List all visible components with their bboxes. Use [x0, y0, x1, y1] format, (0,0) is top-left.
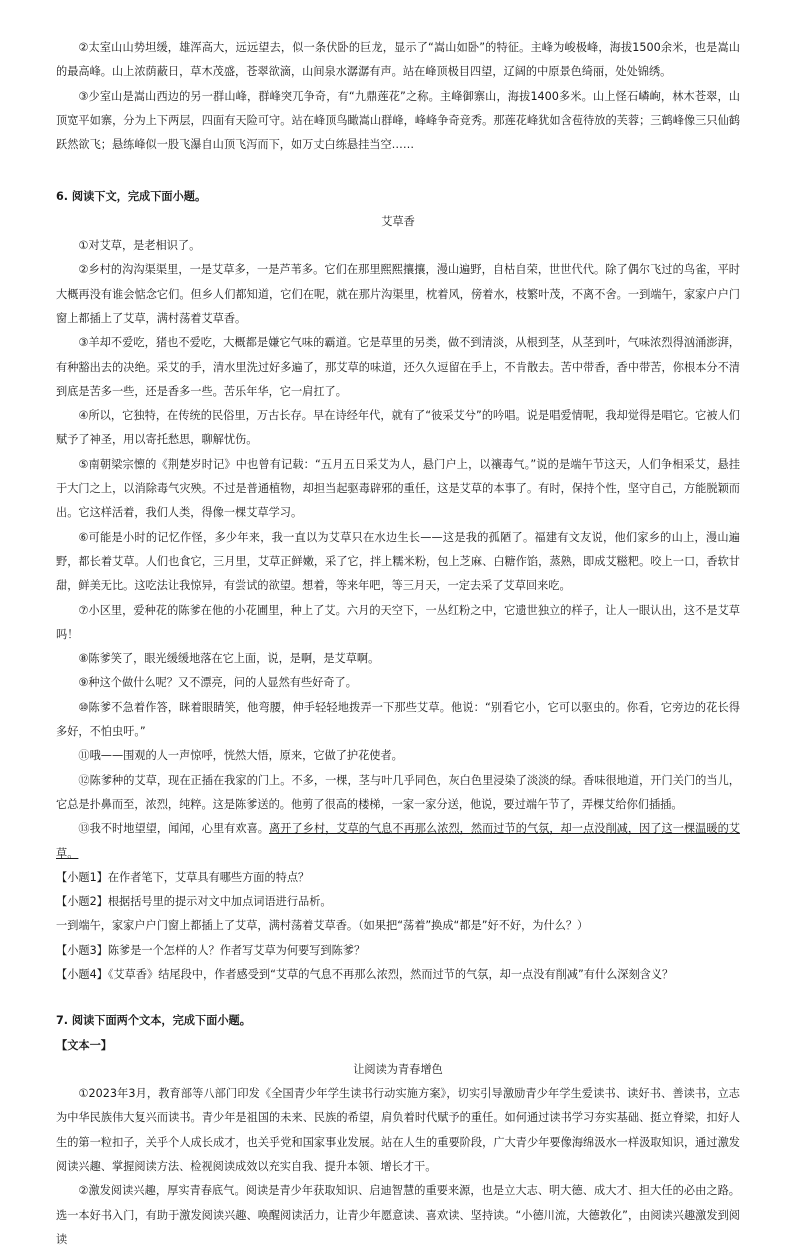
q6-paragraph-2: ②乡村的沟沟渠渠里，一是艾草多，一是芦苇多。它们在那里熙熙攘攘，漫山遍野，自枯自荣，世世代代。除了偶尔飞过的鸟雀，平时大概再没有谁会惦念它们。但乡人们都知道，它们在呢，就在那片沟渠里，枕着风，傍着水，枝繁叶茂，不离不舍。一到端午，家家户户门窗上都插上了艾草，满村荡着艾草香。	[56, 263, 740, 325]
article-title-aicaoxiang: 艾草香	[381, 214, 415, 228]
q6-paragraph-1: ①对艾草，是老相识了。	[78, 239, 201, 253]
q6-paragraph-9: ⑨种这个做什么呢？又不漂亮，问的人显然有些好奇了。	[78, 676, 357, 690]
q6-paragraph-10: ⑩陈爹不急着作答，眯着眼睛笑，他弯腰，伸手轻轻地拨弄一下那些艾草。他说：“别看它小，它可以驱虫的。你看，它旁边的花长得多好，不怕虫吁。”	[56, 700, 740, 739]
q6-paragraph-8: ⑧陈爹笑了，眼光缓缓地落在它上面，说，是啊，是艾草啊。	[78, 652, 380, 666]
q6-paragraph-4: ④所以，它独特，在传统的民俗里，万古长存。早在诗经年代，就有了“彼采艾兮”的吟唱。说是唱爱情呢，我却觉得是唱它。它被人们赋予了神圣，用以寄托愁思，聊解忧伤。	[56, 409, 740, 447]
q7-paragraph-1: ①2023年3月，教育部等八部门印发《全国青少年学生读书行动实施方案》，切实引导激励青少年学生爱读书、读好书、善读书，立志为中华民族伟大复兴而读书。青少年是祖国的未来、民族的希望，肩负着时代赋予的重任。如何通过读书学习夯实基础、挺立脊梁，扣好人生的第一粒扣子，关乎个人成长成才，也关乎党和国家事业发展。站在人生的重要阶段，广大青少年要像海绵汲水一样汲取知识，通过激发阅读兴趣、掌握阅读方法、检视阅读成效以充实自我、提升本领、增长才干。	[56, 1087, 740, 1174]
q6-paragraph-13	[56, 817, 740, 866]
q6-paragraph-6: ⑥可能是小时的记忆作怪，多少年来，我一直以为艾草只在水边生长——这是我的孤陋了。福建有文友说，他们家乡的山上，漫山遍野，都长着艾草。人们也食它，三月里，艾草正鲜嫩，采了它，拌上糯米粉，包上芝麻、白糖作馅，蒸熟，即成艾糍粑。咬上一口，香软甘甜，鲜美无比。这吃法让我惊异，有尝试的欲望。想着，等来年吧，等三月天，一定去采了艾草回来吃。	[56, 530, 740, 593]
q6-paragraph-12: ⑫陈爹种的艾草，现在正插在我家的门上。不多，一棵，茎与叶几乎同色，灰白色里浸染了淡淡的绿。香味很地道，开门关门的当儿，它总是扑鼻而至，浓烈，纯粹。这是陈爹送的。他剪了很高的楼梯，一家一家分送，他说，要过端午节了，弄棵艾给你们插插。	[56, 773, 740, 811]
article-title-reading: 让阅读为青春增色	[353, 1062, 443, 1076]
intro-paragraph-3: ③少室山是嵩山西边的另一群山峰，群峰突兀争奇，有“九鼎莲花”之称。主峰御寨山，海拔1400多米。山上怪石嶙峋，林木苍翠，山顶宽平如寨，分为上下两层，四面有天险可守。站在峰顶鸟瞰嵩山群峰，峰峰争奇竞秀。那莲花峰犹如含苞待放的芙蓉；三鹤峰像三只仙鹤跃然欲飞；悬练峰似一股飞瀑自山顶飞泻而下，如万丈白练悬挂当空……	[56, 89, 740, 152]
q6-paragraph-5: ⑤南朝梁宗懔的《荆楚岁时记》中也曾有记载：“五月五日采艾为人，悬门户上，以禳毒气。”说的是端午节这天，人们争相采艾，悬挂于大门之上，以消除毒气灾殃。不过是普通植物，却担当起驱毒辟邪的重任，这是艾草的本事了。有时，保持个性，坚守自己，方能脱颖而出。它这样活着，我们人类，得像一棵艾草学习。	[56, 457, 740, 520]
q6-paragraph-7: ⑦小区里，爱种花的陈爹在他的小花圃里，种上了艾。六月的天空下，一丛红粉之中，它遗世独立的样子，让人一眼认出，这不是艾草吗！	[56, 603, 740, 641]
q6-subquestion-2: 【小题2】根据括号里的提示对文中加点词语进行品析。	[56, 895, 332, 909]
document-page	[56, 36, 740, 1252]
text-one-label: 【文本一】	[56, 1038, 112, 1052]
q6-subquestion-3: 【小题3】陈爹是一个怎样的人？作者写艾草为何要写到陈爹？	[56, 943, 366, 957]
q6-subquestion-1: 【小题1】在作者笔下，艾草具有哪些方面的特点？	[56, 870, 310, 884]
intro-paragraph-2: ②太室山山势坦缓，雄浑高大，远远望去，似一条伏卧的巨龙，显示了“嵩山如卧”的特征。主峰为峻极峰，海拔1500余米，也是嵩山的最高峰。山上浓荫蔽日，草木茂盛，苍翠欲滴，山间泉水潺潺有声。站在峰顶极目四望，辽阔的中原景色绮丽，处处锦绣。	[56, 41, 740, 79]
q6-subquestion-2-sentence: 一到端午，家家户户门窗上都插上了艾草，满村荡着艾草香。（如果把“荡着”换成“都是”好不好，为什么？）	[56, 919, 589, 933]
q6-paragraph-13-lead: ⑬我不时地望望，闻闻，心里有欢喜。	[78, 822, 270, 836]
question-7-heading: 7. 阅读下面两个文本，完成下面小题。	[56, 1014, 251, 1028]
q6-paragraph-13-underlined: 离开了乡村，艾草的气息不再那么浓烈，然而过节的气氛，却一点没削减，因了这一棵温暖的艾草。	[56, 822, 740, 860]
question-6-heading: 6. 阅读下文，完成下面小题。	[56, 190, 207, 204]
q6-paragraph-3: ③羊却不爱吃，猪也不爱吃，大概都是嫌它气味的霸道。它是草里的另类，做不到清淡，从根到茎，从茎到叶，气味浓烈得汹涌澎湃，有种豁出去的决绝。采艾的手，清水里洗过好多遍了，那艾草的味道，还久久逗留在手上，不肯散去。苦中带香，香中带苦，你根本分不清到底是苦多一些，还是香多一些。苦乐年华，它一肩扛了。	[56, 336, 740, 398]
q6-subquestion-4: 【小题4】《艾草香》结尾段中，作者感受到“艾草的气息不再那么浓烈，然而过节的气氛，却一点没有削减”有什么深刻含义？	[56, 967, 674, 981]
q6-paragraph-11: ⑪哦——围观的人一声惊呼，恍然大悟，原来，它做了护花使者。	[78, 749, 403, 763]
q7-paragraph-2: ②激发阅读兴趣，厚实青春底气。阅读是青少年获取知识、启迪智慧的重要来源，也是立大志、明大德、成大才、担大任的必由之路。选一本好书入门，有助于激发阅读兴趣、唤醒阅读活力，让青少年愿意读、喜欢读、坚持读。“小德川流，大德敦化”，由阅读兴趣激发到阅读	[56, 1184, 740, 1246]
